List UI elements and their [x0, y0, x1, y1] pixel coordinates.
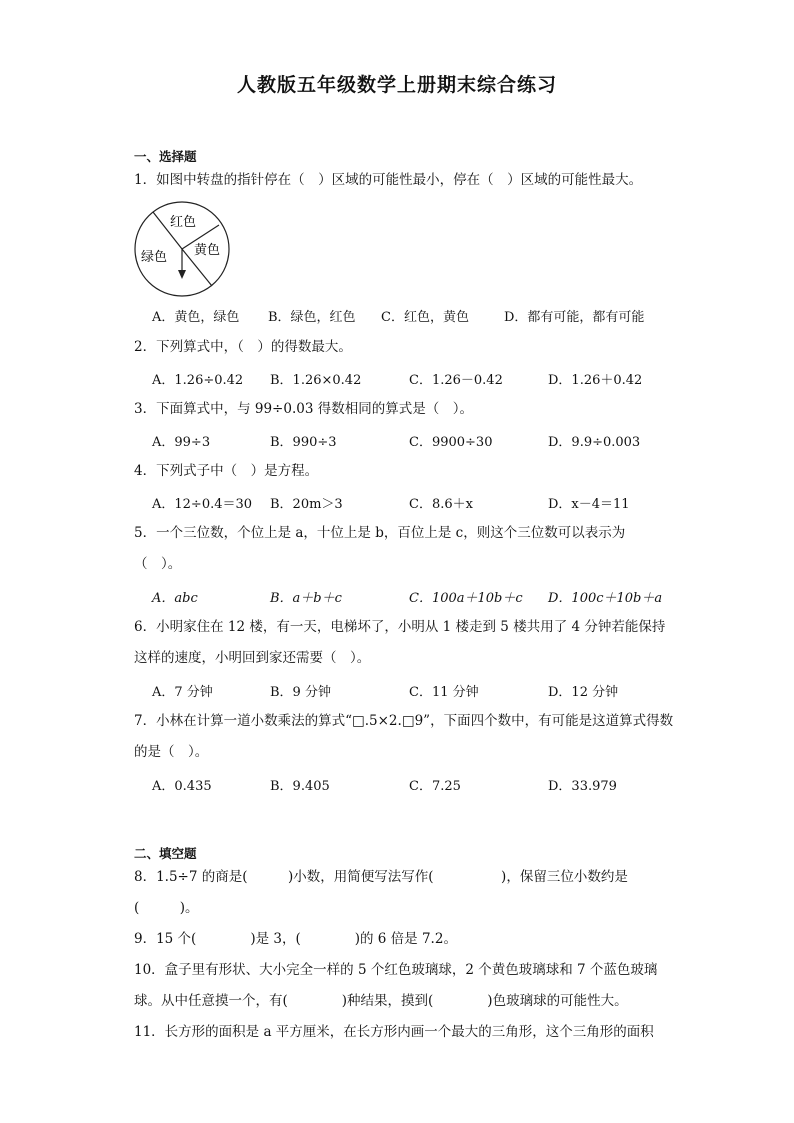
q4-option-b[interactable]: B．20m＞3 [270, 497, 343, 512]
q6-option-a[interactable]: A．7 分钟 [152, 685, 213, 700]
q2-option-c[interactable]: C．1.26－0.42 [409, 373, 503, 388]
q1-option-d[interactable]: D．都有可能，都有可能 [504, 310, 645, 325]
question-8-line1: 8．1.5÷7 的商是( )小数，用简便写法写作( )，保留三位小数约是 [134, 869, 628, 885]
q2-option-d[interactable]: D．1.26＋0.42 [548, 373, 643, 388]
question-3-stem: 3．下面算式中，与 99÷0.03 得数相同的算式是（ ）。 [134, 401, 473, 417]
question-4-options [152, 493, 672, 513]
q6-option-c[interactable]: C．11 分钟 [409, 685, 479, 700]
question-5-stem-line1: 5．一个三位数，个位上是 a，十位上是 b，百位上是 c，则这个三位数可以表示为 [134, 525, 626, 541]
question-7-stem-line2: 的是（ ）。 [134, 744, 209, 760]
question-7-stem-line1: 7．小林在计算一道小数乘法的算式“□.5×2.□9”，下面四个数中，有可能是这道算式得数 [134, 713, 674, 729]
wheel-label-red: 红色 [170, 215, 197, 230]
q3-option-a[interactable]: A．99÷3 [152, 435, 211, 450]
q7-option-b[interactable]: B．9.405 [270, 779, 330, 794]
question-5-stem-line2: （ ）。 [134, 556, 182, 572]
q5-option-a[interactable]: A．abc [152, 591, 198, 606]
question-9-line1: 9．15 个( )是 3，( )的 6 倍是 7.2。 [134, 931, 457, 947]
q4-option-d[interactable]: D．x－4＝11 [548, 497, 630, 512]
question-5-options [152, 587, 672, 607]
spinner-wheel-diagram [132, 198, 234, 300]
section-fill-heading: 二、填空题 [134, 846, 197, 861]
q3-option-d[interactable]: D．9.9÷0.003 [548, 435, 641, 450]
q1-option-b[interactable]: B．绿色，红色 [268, 310, 356, 325]
q5-option-b[interactable]: B．a＋b＋c [270, 591, 342, 606]
section-choice-heading: 一、选择题 [134, 149, 197, 164]
wheel-label-green: 绿色 [141, 250, 168, 265]
question-10-line1: 10．盒子里有形状、大小完全一样的 5 个红色玻璃球，2 个黄色玻璃球和 7 个蓝色玻璃 [134, 962, 658, 978]
q7-option-c[interactable]: C．7.25 [409, 779, 461, 794]
question-6-stem-line2: 这样的速度，小明回到家还需要（ ）。 [134, 650, 371, 666]
wheel-label-yellow: 黄色 [194, 243, 221, 258]
q7-option-d[interactable]: D．33.979 [548, 779, 617, 794]
q3-option-c[interactable]: C．9900÷30 [409, 435, 493, 450]
question-10-line2: 球。从中任意摸一个，有( )种结果，摸到( )色玻璃球的可能性大。 [134, 993, 628, 1009]
q5-option-d[interactable]: D．100c＋10b＋a [548, 591, 663, 606]
question-1-options [152, 306, 672, 326]
question-2-options [152, 369, 672, 389]
q4-option-c[interactable]: C．8.6＋x [409, 497, 473, 512]
question-8-line2: ( )。 [134, 900, 199, 916]
q7-option-a[interactable]: A．0.435 [152, 779, 212, 794]
question-7-options [152, 775, 672, 795]
question-2-stem: 2．下列算式中，（ ）的得数最大。 [134, 339, 352, 355]
question-11-line1: 11．长方形的面积是 a 平方厘米，在长方形内画一个最大的三角形，这个三角形的面积 [134, 1024, 654, 1040]
question-6-options [152, 681, 672, 701]
question-6-stem-line1: 6．小明家住在 12 楼，有一天，电梯坏了，小明从 1 楼走到 5 楼共用了 4 分钟若能保持 [134, 619, 666, 635]
question-4-stem: 4．下列式子中（ ）是方程。 [134, 463, 319, 479]
q5-option-c[interactable]: C．100a＋10b＋c [409, 591, 523, 606]
page-title: 人教版五年级数学上册期末综合练习 [236, 74, 557, 96]
q2-option-b[interactable]: B．1.26×0.42 [270, 373, 362, 388]
q1-option-c[interactable]: C．红色，黄色 [381, 310, 469, 325]
q3-option-b[interactable]: B．990÷3 [270, 435, 337, 450]
q4-option-a[interactable]: A．12÷0.4＝30 [152, 497, 253, 512]
q1-option-a[interactable]: A．黄色，绿色 [152, 310, 240, 325]
question-1-stem: 1．如图中转盘的指针停在（ ）区域的可能性最小，停在（ ）区域的可能性最大。 [134, 172, 643, 188]
q6-option-b[interactable]: B．9 分钟 [270, 685, 331, 700]
question-3-options [152, 431, 672, 451]
q6-option-d[interactable]: D．12 分钟 [548, 685, 619, 700]
q2-option-a[interactable]: A．1.26÷0.42 [152, 373, 244, 388]
